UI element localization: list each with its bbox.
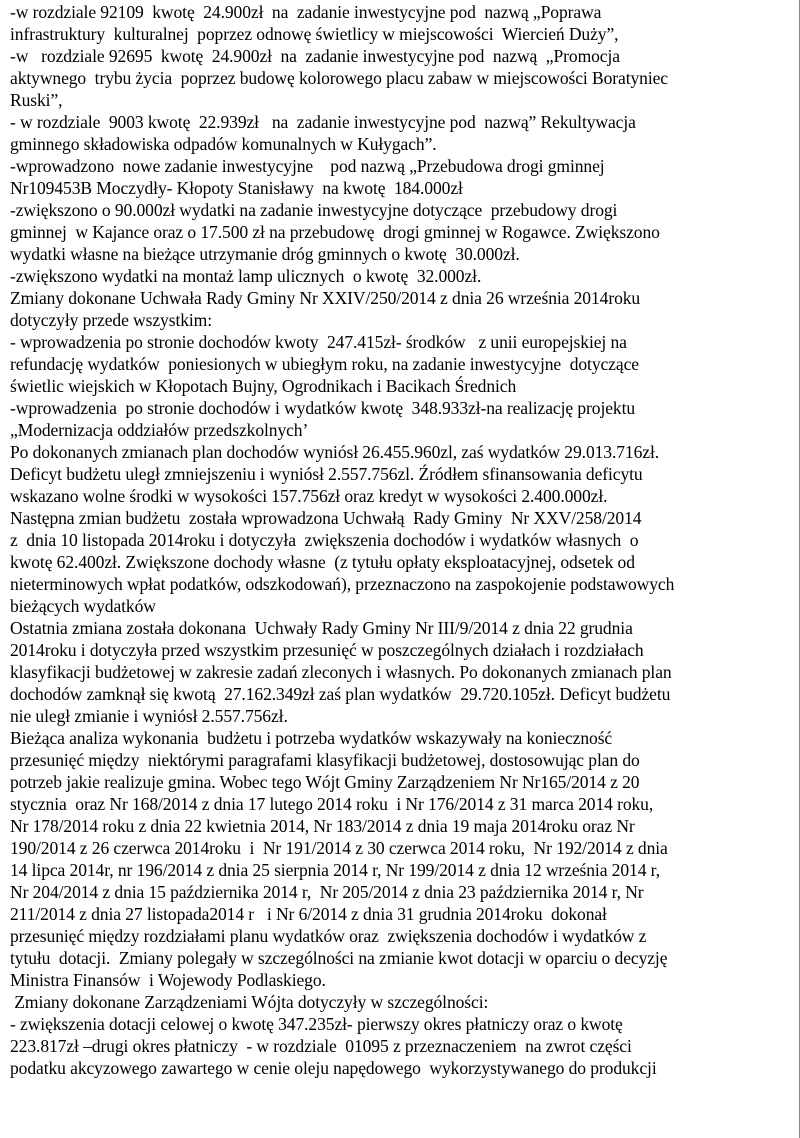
text-line: -zwiększono o 90.000zł wydatki na zadanie inwestycyjne dotyczące przebudowy drogi [10,200,618,220]
text-line: - zwiększenia dotacji celowej o kwotę 347.235zł- pierwszy okres płatniczy oraz o kwotę [10,1014,623,1034]
text-line: nieterminowych wpłat podatków, odszkodowań), przeznaczono na zaspokojenie podstawowych [10,574,675,594]
text-line: Ostatnia zmiana została dokonana Uchwały Rady Gminy Nr III/9/2014 z dnia 22 grudnia [10,618,633,638]
text-line: dotyczyły przede wszystkim: [10,310,213,330]
text-line: Ruski”, [10,90,63,110]
text-line: - wprowadzenia po stronie dochodów kwoty 247.415zł- środków z unii europejskiej na [10,332,627,352]
text-line: -w rozdziale 92695 kwotę 24.900zł na zadanie inwestycyjne pod nazwą „Promocja [10,46,620,66]
text-line: potrzeb jakie realizuje gmina. Wobec tego Wójt Gminy Zarządzeniem Nr Nr165/2014 z 20 [10,772,640,792]
text-line [10,1079,794,1101]
text-line: świetlic wiejskich w Kłopotach Bujny, Ogrodnikach i Bacikach Średnich [10,376,517,396]
text-line: Następna zmian budżetu została wprowadzona Uchwałą Rady Gminy Nr XXV/258/2014 [10,508,642,528]
text-line: Nr 178/2014 roku z dnia 22 kwietnia 2014, Nr 183/2014 z dnia 19 maja 2014roku oraz Nr [10,816,635,836]
text-line: gminnego składowiska odpadów komunalnych w Kułygach”. [10,134,437,154]
text-line: Po dokonanych zmianach plan dochodów wyniósł 26.455.960zl, zaś wydatków 29.013.716zł. [10,442,660,462]
text-line: Nr109453B Moczydły- Kłopoty Stanisławy na kwotę 184.000zł [10,178,463,198]
text-line: 211/2014 z dnia 27 listopada2014 r i Nr 6/2014 z dnia 31 grudnia 2014roku dokonał [10,904,607,924]
text-line: -wprowadzono nowe zadanie inwestycyjne pod nazwą „Przebudowa drogi gminnej [10,156,605,176]
text-line: kwotę 62.400zł. Zwiększone dochody własne (z tytułu opłaty eksploatacyjnej, odsetek od [10,552,635,572]
text-line: -w rozdziale 92109 kwotę 24.900zł na zadanie inwestycyjne pod nazwą „Poprawa [10,2,602,22]
text-line: stycznia oraz Nr 168/2014 z dnia 17 lutego 2014 roku i Nr 176/2014 z 31 marca 2014 roku, [10,794,654,814]
text-line: -wprowadzenia po stronie dochodów i wydatków kwotę 348.933zł-na realizację projektu [10,398,636,418]
text-line: Bieżąca analiza wykonania budżetu i potrzeba wydatków wskazywały na konieczność [10,728,613,748]
document-page [10,1,796,1101]
text-line: - w rozdziale 9003 kwotę 22.939zł na zadanie inwestycyjne pod nazwą” Rekultywacja [10,112,636,132]
text-line: dochodów zamknął się kwotą 27.162.349zł zaś plan wydatków 29.720.105zł. Deficyt budżetu [10,684,671,704]
text-line: klasyfikacji budżetowej w zakresie zadań zleconych i własnych. Po dokonanych zmianach plan [10,662,672,682]
text-line: 14 lipca 2014r, nr 196/2014 z dnia 25 sierpnia 2014 r, Nr 199/2014 z dnia 12 września 2014 r, [10,860,661,880]
text-line: -zwiększono wydatki na montaż lamp ulicznych o kwotę 32.000zł. [10,266,482,286]
text-line: 190/2014 z 26 czerwca 2014roku i Nr 191/2014 z 30 czerwca 2014 roku, Nr 192/2014 z dnia [10,838,668,858]
text-line: refundację wydatków poniesionych w ubiegłym roku, na zadanie inwestycyjne dotyczące [10,354,639,374]
text-line: wydatki własne na bieżące utrzymanie dróg gminnych o kwotę 30.000zł. [10,244,520,264]
text-line: bieżących wydatków [10,596,156,616]
text-line: Deficyt budżetu uległ zmniejszeniu i wyniósł 2.557.756zl. Źródłem sfinansowania deficytu [10,464,643,484]
text-line: podatku akcyzowego zawartego w cenie oleju napędowego wykorzystywanego do produkcji [10,1058,657,1078]
text-line: 223.817zł –drugi okres płatniczy - w rozdziale 01095 z przeznaczeniem na zwrot części [10,1036,632,1056]
text-line: aktywnego trybu życia poprzez budowę kolorowego placu zabaw w miejscowości Boratyniec [10,68,668,88]
text-line: nie uległ zmianie i wyniósł 2.557.756zł. [10,706,288,726]
text-line: z dnia 10 listopada 2014roku i dotyczyła zwiększenia dochodów i wydatków własnych o [10,530,639,550]
text-line: infrastruktury kulturalnej poprzez odnowę świetlicy w miejscowości Wiercień Duży”, [10,24,619,44]
text-line: „Modernizacja oddziałów przedszkolnych’ [10,420,309,440]
text-line: przesunięć między niektórymi paragrafami klasyfikacji budżetowej, dostosowując plan do [10,750,640,770]
text-line: Zmiany dokonane Zarządzeniami Wójta dotyczyły w szczególności: [10,992,489,1012]
text-line: 2014roku i dotyczyła przed wszystkim przesunięć w poszczególnych działach i rozdziałach [10,640,644,660]
text-line: przesunięć między rozdziałami planu wydatków oraz zwiększenia dochodów i wydatków z [10,926,647,946]
text-line: wskazano wolne środki w wysokości 157.756zł oraz kredyt w wysokości 2.400.000zł. [10,486,608,506]
text-line: Nr 204/2014 z dnia 15 października 2014 r, Nr 205/2014 z dnia 23 października 2014 r, Nr [10,882,644,902]
text-line: tytułu dotacji. Zmiany polegały w szczególności na zmianie kwot dotacji w oparciu o decyzję [10,948,668,968]
text-line: gminnej w Kajance oraz o 17.500 zł na przebudowę drogi gminnej w Rogawce. Zwiększono [10,222,660,242]
text-line: Zmiany dokonane Uchwała Rady Gminy Nr XXIV/250/2014 z dnia 26 września 2014roku [10,288,641,308]
text-line: Ministra Finansów i Wojewody Podlaskiego. [10,970,326,990]
